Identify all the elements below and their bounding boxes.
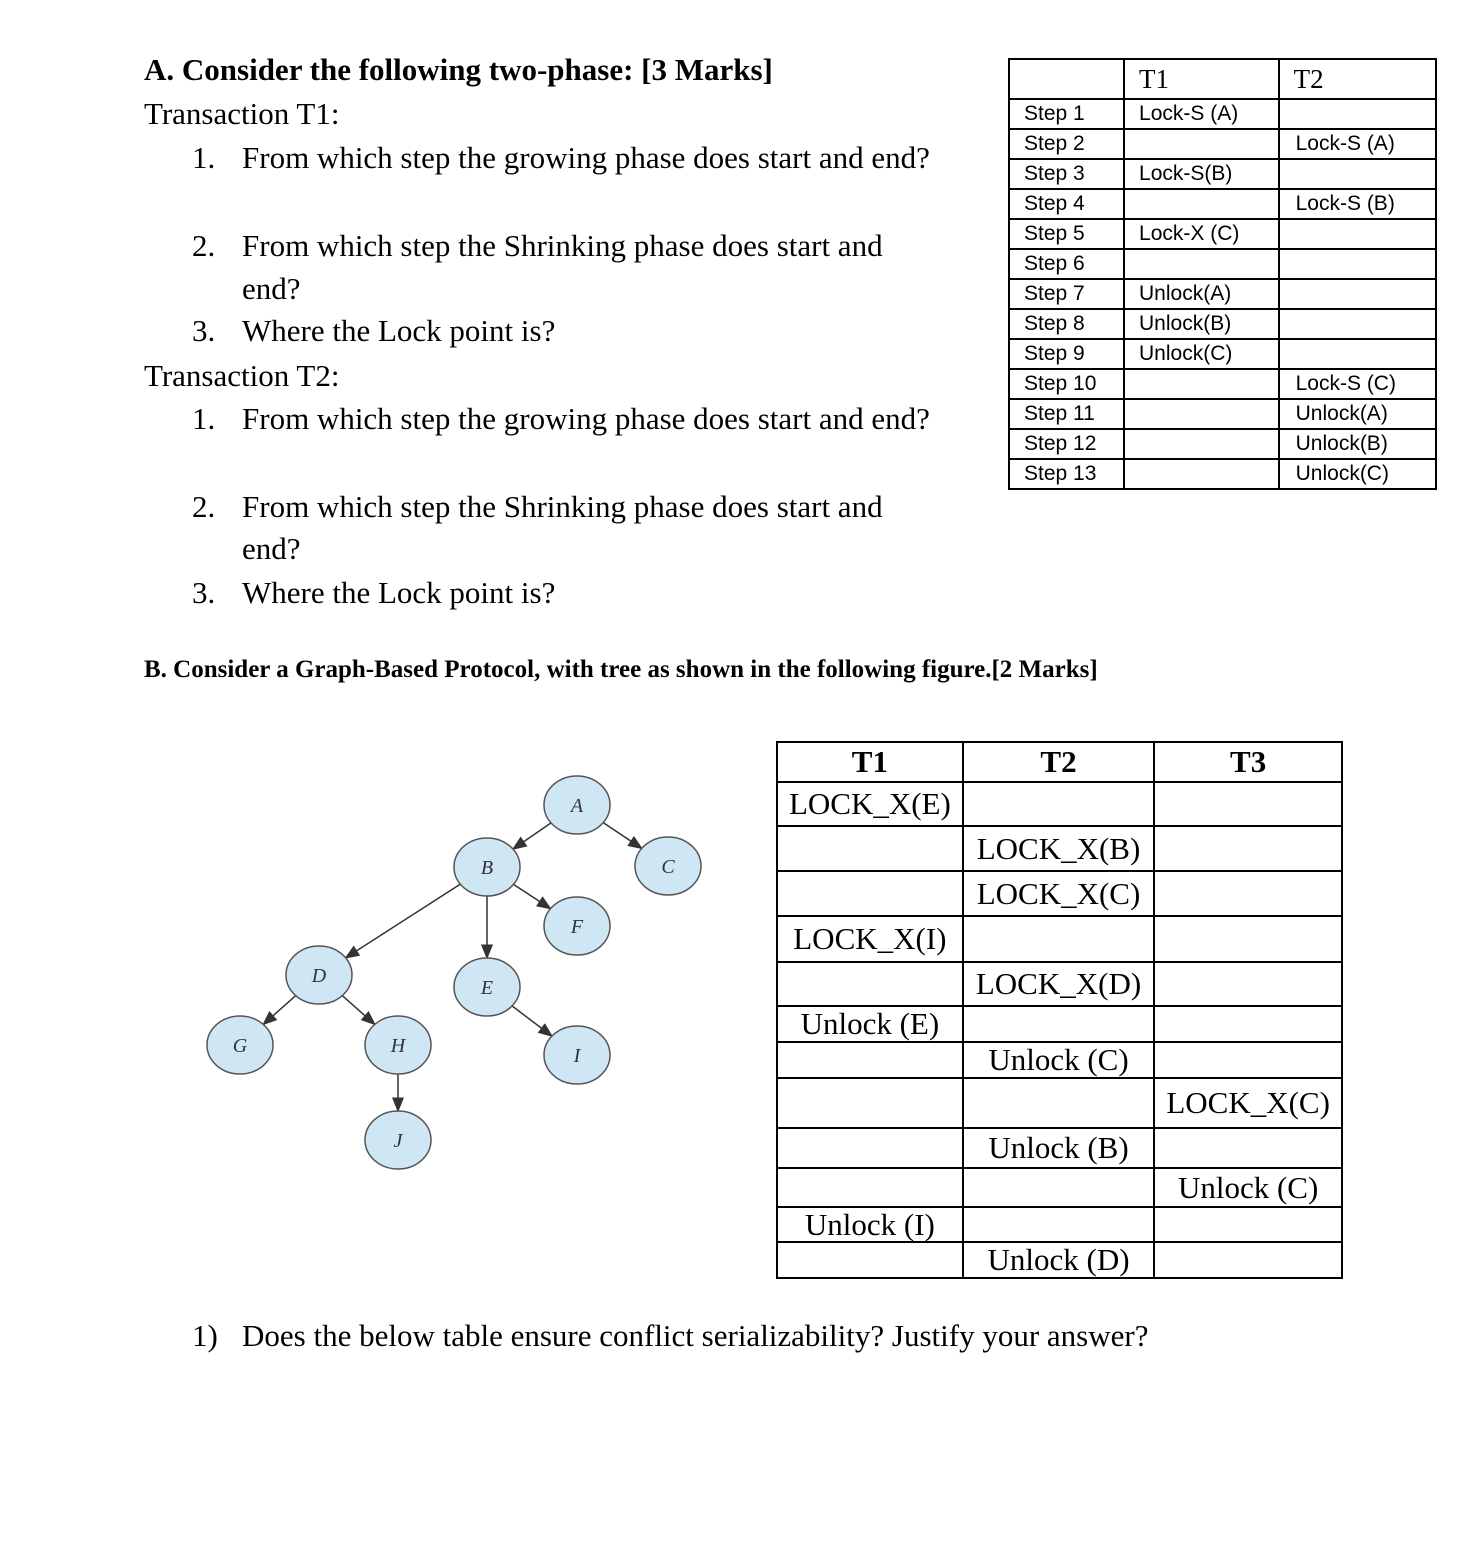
lock-cell [963,916,1155,962]
q-number: 1) [192,1318,218,1353]
lock-cell [1124,369,1279,399]
tree-edge-A-C [603,823,642,849]
lock-cell [1154,826,1342,871]
lock-cell: Unlock(A) [1279,399,1436,429]
table-row [777,826,1342,871]
table-row [1009,99,1436,129]
table-row [777,1207,1342,1242]
tree-node-label: A [570,795,584,817]
lock-cell: Lock-S (C) [1279,369,1436,399]
step-cell: Step 4 [1009,189,1124,219]
question-text-cont: end? [242,271,301,306]
table-row [1009,249,1436,279]
lock-cell [963,1006,1155,1042]
table-row [777,1042,1342,1078]
tree-edge-B-D [346,884,461,958]
lock-cell: Unlock (I) [777,1207,963,1242]
lock-cell: Unlock(A) [1124,279,1279,309]
transaction-t2-label: Transaction T2: [144,358,340,393]
lock-cell [777,1128,963,1168]
header-row [1009,59,1436,99]
lock-cell [963,1207,1155,1242]
table-row [1009,339,1436,369]
lock-cell [1279,279,1436,309]
lock-cell [777,871,963,916]
lock-cell: LOCK_X(B) [963,826,1155,871]
question-text: From which step the Shrinking phase does start and [242,489,883,524]
tree-node-label: D [311,965,327,987]
step-cell: Step 11 [1009,399,1124,429]
step-cell: Step 6 [1009,249,1124,279]
transaction-t1-label: Transaction T1: [144,96,340,131]
lock-cell [1154,1006,1342,1042]
table-row [777,1168,1342,1207]
tree-node-label: I [573,1045,581,1067]
lock-cell [777,962,963,1006]
column-header: T3 [1154,742,1342,782]
table-row [1009,429,1436,459]
lock-cell: Unlock(B) [1124,309,1279,339]
lock-cell: LOCK_X(C) [963,871,1155,916]
table-row [777,1128,1342,1168]
table-row [1009,369,1436,399]
table-row [1009,189,1436,219]
tree-node-label: F [570,916,584,938]
step-cell: Step 2 [1009,129,1124,159]
lock-cell [777,1042,963,1078]
table-row [1009,279,1436,309]
step-cell: Step 13 [1009,459,1124,489]
step-cell: Step 7 [1009,279,1124,309]
header-row [777,742,1342,782]
lock-cell [777,1168,963,1207]
table-row [777,782,1342,826]
lock-cell: LOCK_X(C) [1154,1078,1342,1128]
lock-cell: LOCK_X(I) [777,916,963,962]
table-row [777,1242,1342,1278]
lock-cell: Lock-S (A) [1279,129,1436,159]
tree-node-label: G [232,1035,248,1057]
lock-cell [963,1168,1155,1207]
lock-cell [1124,399,1279,429]
table-row [777,871,1342,916]
question-text-cont: end? [242,531,301,566]
lock-cell [1279,249,1436,279]
q-number: 3. [192,575,216,610]
step-cell: Step 3 [1009,159,1124,189]
column-header [1009,59,1124,99]
graph-protocol-schedule-table [776,741,1343,1279]
part-b-heading: B. Consider a Graph-Based Protocol, with tree as shown in the following figure.[2 Marks] [144,656,1098,683]
lock-cell: Unlock(C) [1124,339,1279,369]
tree-edge-D-G [263,996,296,1025]
lock-cell [963,1078,1155,1128]
lock-cell [777,826,963,871]
lock-cell [1154,962,1342,1006]
lock-cell [777,1242,963,1278]
question-text: From which step the growing phase does start and end? [242,401,930,436]
tree-edge-A-B [513,823,551,849]
lock-cell [1154,782,1342,826]
lock-cell [1124,249,1279,279]
q-number: 3. [192,313,216,348]
question-text: From which step the growing phase does start and end? [242,140,930,175]
step-cell: Step 12 [1009,429,1124,459]
column-header: T2 [963,742,1155,782]
tree-edge-E-I [512,1006,552,1036]
lock-cell [1124,429,1279,459]
lock-cell [1279,159,1436,189]
lock-cell [777,1078,963,1128]
tree-node-label: C [661,856,675,878]
lock-cell [1154,916,1342,962]
step-cell: Step 9 [1009,339,1124,369]
tree-node-label: H [390,1035,406,1057]
two-phase-schedule-table [1008,58,1437,490]
lock-cell [1154,871,1342,916]
lock-cell: Unlock(C) [1279,459,1436,489]
table-row [1009,219,1436,249]
step-cell: Step 5 [1009,219,1124,249]
lock-cell: Lock-S(B) [1124,159,1279,189]
lock-cell: Lock-S (B) [1279,189,1436,219]
lock-cell: Unlock(B) [1279,429,1436,459]
lock-cell: LOCK_X(E) [777,782,963,826]
lock-cell: Lock-X (C) [1124,219,1279,249]
lock-cell [1279,339,1436,369]
column-header: T2 [1279,59,1436,99]
table-row [1009,309,1436,339]
step-cell: Step 8 [1009,309,1124,339]
lock-cell: Unlock (C) [1154,1168,1342,1207]
q-number: 1. [192,140,216,175]
table-row [777,1006,1342,1042]
question-text: Does the below table ensure conflict serializability? Justify your answer? [242,1318,1149,1353]
step-cell: Step 1 [1009,99,1124,129]
column-header: T1 [1124,59,1279,99]
lock-cell [1154,1042,1342,1078]
tree-node-label: J [393,1130,403,1152]
lock-cell [1154,1207,1342,1242]
lock-cell: Unlock (D) [963,1242,1155,1278]
lock-cell: Unlock (B) [963,1128,1155,1168]
part-a-heading: A. Consider the following two-phase: [3 Marks] [144,52,773,87]
q-number: 1. [192,401,216,436]
table-row [1009,399,1436,429]
step-cell: Step 10 [1009,369,1124,399]
question-text: Where the Lock point is? [242,313,556,348]
table-row [1009,459,1436,489]
q-number: 2. [192,489,216,524]
question-text: Where the Lock point is? [242,575,556,610]
lock-cell: Lock-S (A) [1124,99,1279,129]
tree-edge-B-F [513,884,550,908]
table-row [1009,129,1436,159]
lock-cell [1279,309,1436,339]
lock-cell [1154,1128,1342,1168]
table-row [1009,159,1436,189]
lock-cell [1124,129,1279,159]
lock-cell: LOCK_X(D) [963,962,1155,1006]
lock-cell: Unlock (C) [963,1042,1155,1078]
question-text: From which step the Shrinking phase does start and [242,228,883,263]
table-row [777,962,1342,1006]
column-header: T1 [777,742,963,782]
tree-node-label: E [480,977,494,999]
tree-edge-D-H [342,996,375,1025]
table-row [777,1078,1342,1128]
q-number: 2. [192,228,216,263]
lock-cell [1124,189,1279,219]
lock-cell [1154,1242,1342,1278]
lock-cell [1279,99,1436,129]
lock-cell [1279,219,1436,249]
lock-cell: Unlock (E) [777,1006,963,1042]
lock-cell [963,782,1155,826]
table-row [777,916,1342,962]
tree-node-label: B [480,857,494,879]
lock-cell [1124,459,1279,489]
